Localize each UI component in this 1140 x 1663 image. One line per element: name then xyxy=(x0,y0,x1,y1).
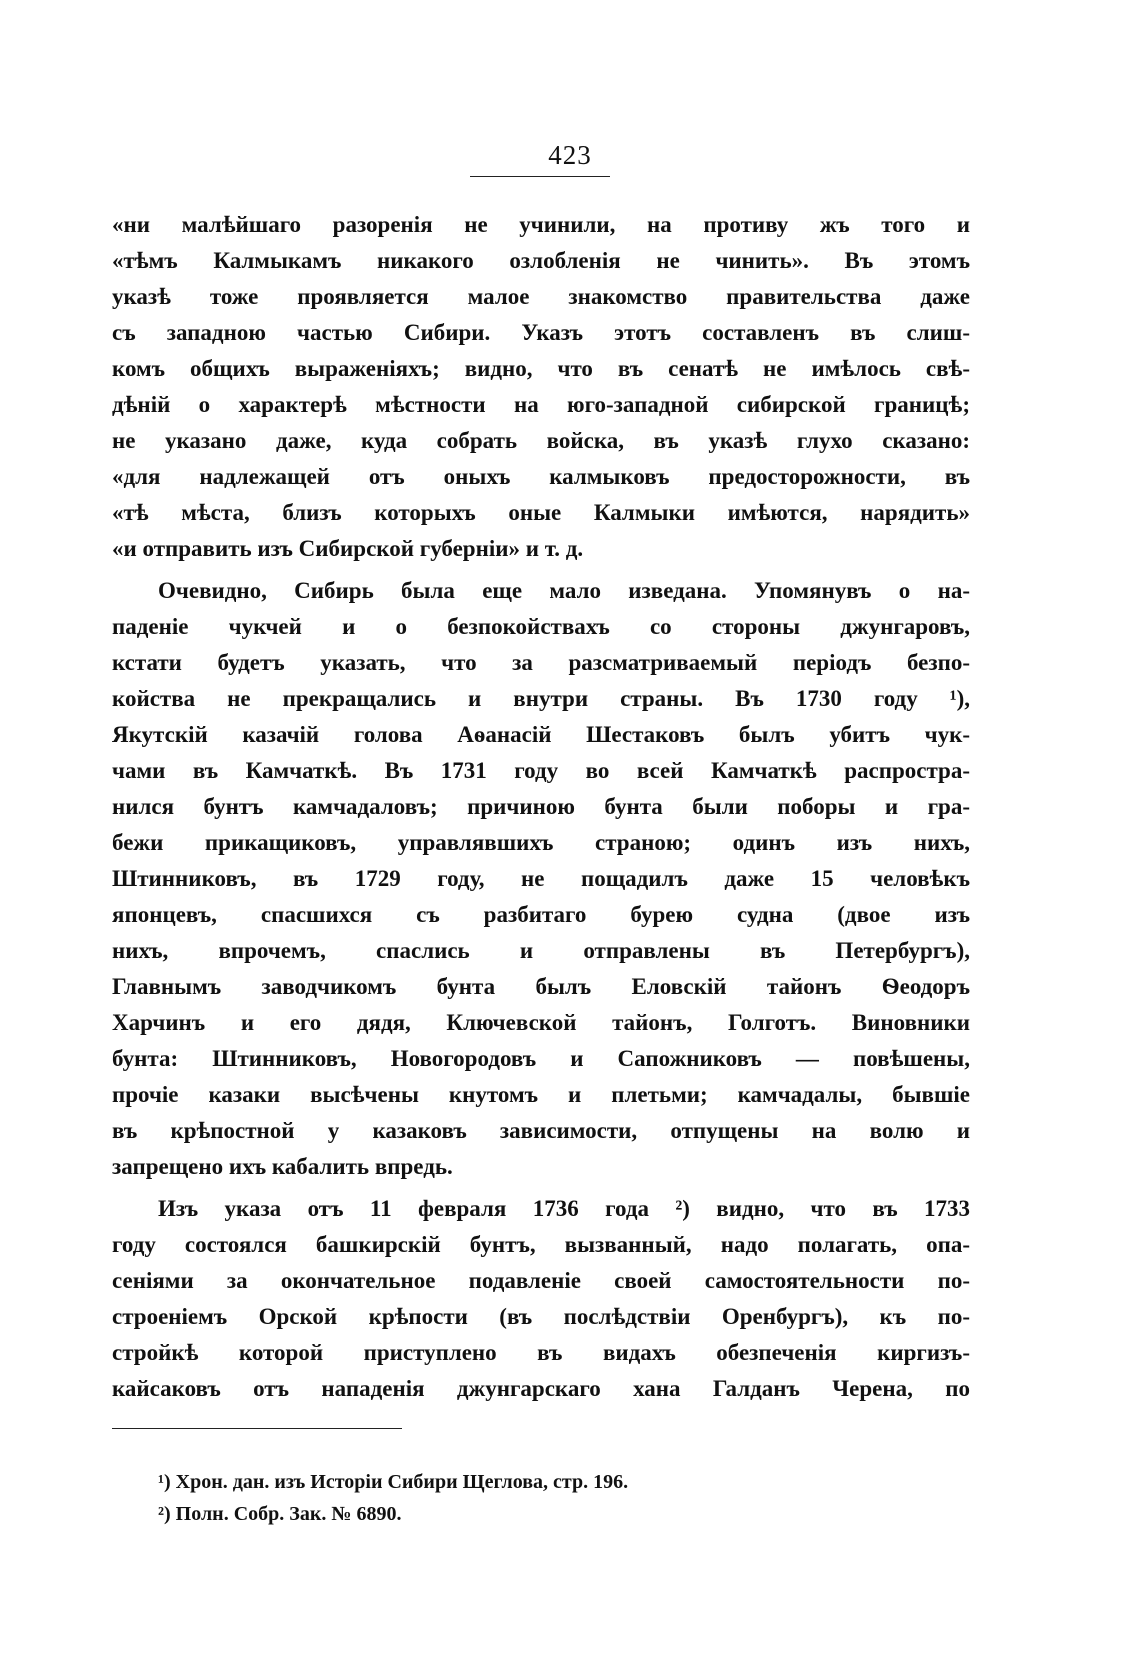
text-line: «тѣмъ Калмыкамъ никакого озлобленія не чинить». Въ этомъ xyxy=(112,248,970,273)
page-number: 423 xyxy=(548,140,592,170)
text-line: кстати будетъ указать, что за разсматриваемый періодъ безпо- xyxy=(112,650,970,675)
text-line: паденіе чукчей и о безпокойствахъ со стороны джунгаровъ, xyxy=(112,614,970,639)
text-line: чами въ Камчаткѣ. Въ 1731 году во всей Камчаткѣ распростра- xyxy=(112,758,970,783)
text-line: въ крѣпостной у казаковъ зависимости, отпущены на волю и xyxy=(112,1118,970,1143)
text-line: койства не прекращались и внутри страны. Въ 1730 году ¹), xyxy=(112,686,970,711)
text-line: Изъ указа отъ 11 февраля 1736 года ²) видно, что въ 1733 xyxy=(158,1196,970,1221)
text-line: комъ общихъ выраженіяхъ; видно, что въ сенатѣ не имѣлось свѣ- xyxy=(112,356,970,381)
footnote-mark: ¹) xyxy=(158,1471,171,1493)
text-line: бунта: Штинниковъ, Новогородовъ и Сапожниковъ — повѣшены, xyxy=(112,1046,970,1071)
text-line: строеніемъ Орской крѣпости (въ послѣдствіи Оренбургъ), къ по- xyxy=(112,1304,970,1329)
paragraph-1 xyxy=(112,207,970,567)
text-line: стройкѣ которой приступлено въ видахъ обезпеченія киргизъ- xyxy=(112,1340,970,1365)
text-line: нихъ, впрочемъ, спаслись и отправлены въ Петербургъ), xyxy=(112,938,970,963)
body-text xyxy=(112,207,970,1407)
paragraph-2 xyxy=(112,573,970,1185)
footnote-text: Хрон. дан. изъ Исторіи Сибири Щеглова, стр. 196. xyxy=(175,1471,629,1493)
text-line: «тѣ мѣста, близъ которыхъ оные Калмыки имѣются, нарядить» xyxy=(112,500,970,525)
text-line: дѣній о характерѣ мѣстности на юго-западной сибирской границѣ; xyxy=(112,392,970,417)
text-line: бежи прикащиковъ, управлявшихъ страною; одинъ изъ нихъ, xyxy=(112,830,970,855)
text-line: Штинниковъ, въ 1729 году, не пощадилъ даже 15 человѣкъ xyxy=(112,866,970,891)
text-line: сеніями за окончательное подавленіе своей самостоятельности по- xyxy=(112,1268,970,1293)
text-line: кайсаковъ отъ нападенія джунгарскаго хана Галданъ Черена, по xyxy=(112,1376,970,1401)
text-line: указѣ тоже проявляется малое знакомство правительства даже xyxy=(112,284,970,309)
text-line: прочіе казаки высѣчены кнутомъ и плетьми; камчадалы, бывшіе xyxy=(112,1082,970,1107)
text-line: Якутскій казачій голова Аѳанасій Шестаковъ былъ убитъ чук- xyxy=(112,722,970,747)
text-line: запрещено ихъ кабалить впредь. xyxy=(112,1154,453,1179)
footnote-mark: ²) xyxy=(158,1503,171,1525)
paragraph-3 xyxy=(112,1191,970,1407)
footnotes xyxy=(158,1466,858,1530)
text-line: «ни малѣйшаго разоренія не учинили, на противу жъ того и xyxy=(112,212,970,237)
footnote-rule xyxy=(112,1428,402,1429)
text-line: «и отправить изъ Сибирской губерніи» и т. д. xyxy=(112,536,584,561)
text-line: Очевидно, Сибирь была еще мало изведана. Упомянувъ о на- xyxy=(158,578,970,603)
text-line: «для надлежащей отъ оныхъ калмыковъ предосторожности, въ xyxy=(112,464,970,489)
footnote-text: Полн. Собр. Зак. № 6890. xyxy=(175,1503,402,1525)
footnote xyxy=(158,1466,858,1498)
text-line: году состоялся башкирскій бунтъ, вызванный, надо полагать, опа- xyxy=(112,1232,970,1257)
text-line: Харчинъ и его дядя, Ключевской тайонъ, Голготъ. Виновники xyxy=(112,1010,970,1035)
text-line: японцевъ, спасшихся съ разбитаго бурею судна (двое изъ xyxy=(112,902,970,927)
text-line: съ западною частью Сибири. Указъ этотъ составленъ въ слиш- xyxy=(112,320,970,345)
text-line: нился бунтъ камчадаловъ; причиною бунта были поборы и гра- xyxy=(112,794,970,819)
text-line: не указано даже, куда собрать войска, въ указѣ глухо сказано: xyxy=(112,428,970,453)
text-line: Главнымъ заводчикомъ бунта былъ Еловскій тайонъ Ѳеодоръ xyxy=(112,974,970,999)
footnote xyxy=(158,1498,858,1530)
header-rule xyxy=(470,176,610,177)
